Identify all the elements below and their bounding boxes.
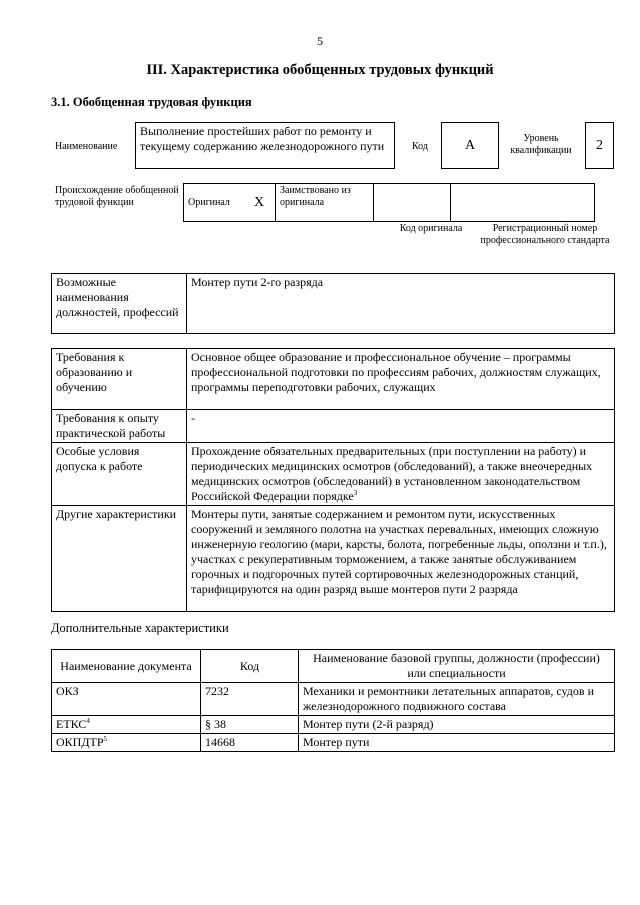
additional-table [51,649,615,752]
borrowed-label: Заимствовано из оригинала [276,184,374,222]
row-name: Монтер пути [299,734,615,752]
code-label: Код [412,141,428,152]
req-education-label: Требования к образованию и обучению [52,349,187,410]
header-code: Код [201,650,299,683]
row-code: § 38 [201,716,299,734]
additional-title: Дополнительные характеристики [51,621,229,635]
name-label: Наименование [55,141,118,152]
level-value: 2 [585,122,614,169]
req-other-label: Другие характеристики [52,506,187,612]
row-doc [52,683,201,716]
origin-label: Происхождение обобщенной трудовой функции [55,185,179,208]
footnote-5: 5 [103,735,108,743]
row-doc-text: ОКПДТР [56,735,104,749]
table-row [52,683,615,716]
section-title: III. Характеристика обобщенных трудовых функций [146,62,494,78]
table-row [52,734,615,752]
row-doc-text: ЕТКС [56,717,87,731]
row-name: Монтер пути (2-й разряд) [299,716,615,734]
row-code: 14668 [201,734,299,752]
requirements-table [51,348,615,612]
req-admission-value: Прохождение обязательных предварительных (при поступлении на работу) и периодических медицинских осмотров (обследований), а также внеочередных медицинских осмотров (обследований) в установленном законодательством Российской Федерации порядке [191,444,593,503]
footnote-3: 3 [353,489,358,497]
req-admission-cell [187,443,615,506]
req-experience-value: - [187,410,615,443]
positions-label: Возможные наименования должностей, профессий [52,274,187,334]
page-number: 5 [317,34,323,48]
original-label: Оригинал [184,184,251,222]
positions-table [51,273,615,334]
header-document: Наименование документа [52,650,201,683]
row-code: 7232 [201,683,299,716]
req-education-value: Основное общее образование и профессиональное обучение – программы профессиональной подготовки по профессиям рабочих, должностям служащих, программы переподготовки рабочих, служащих [187,349,615,410]
req-other-value: Монтеры пути, занятые содержанием и ремонтом пути, искусственных сооружений и земляного полотна на участках перевальных, имеющих сложную инженерную геологию (мари, карсты, болота, погребенные льды, оползни и т.п.), участках с рекуперативным торможением, а также занятые обслуживанием горочных и подгорочных путей сортировочных железнодорожных станций, тарифицируются на один разряд выше монтеров пути 2 разряда [187,506,615,612]
row-doc [52,716,201,734]
row-name: Механики и ремонтники летательных аппаратов, судов и железнодорожного подвижного состава [299,683,615,716]
footnote-4: 4 [86,717,90,725]
req-experience-label: Требования к опыту практической работы [52,410,187,443]
additional-header-row [52,650,615,683]
reg-number-caption: Регистрационный номер профессионального стандарта [480,223,610,246]
code-original-cell [374,184,451,222]
row-doc-text: ОКЗ [56,684,79,698]
function-name: Выполнение простейших работ по ремонту и текущему содержанию железнодорожного пути [135,122,395,169]
code-value: А [441,122,499,169]
origin-table [183,183,595,222]
table-row [52,716,615,734]
positions-value: Монтер пути 2-го разряда [187,274,615,334]
req-admission-label: Особые условия допуска к работе [52,443,187,506]
code-original-caption: Код оригинала [399,223,463,234]
original-mark: X [250,184,276,222]
subsection-title: 3.1. Обобщенная трудовая функция [51,95,252,109]
row-doc [52,734,201,752]
level-label: Уровень квалификации [510,133,572,156]
header-name: Наименование базовой группы, должности (профессии) или специальности [299,650,615,683]
reg-number-cell [451,184,595,222]
